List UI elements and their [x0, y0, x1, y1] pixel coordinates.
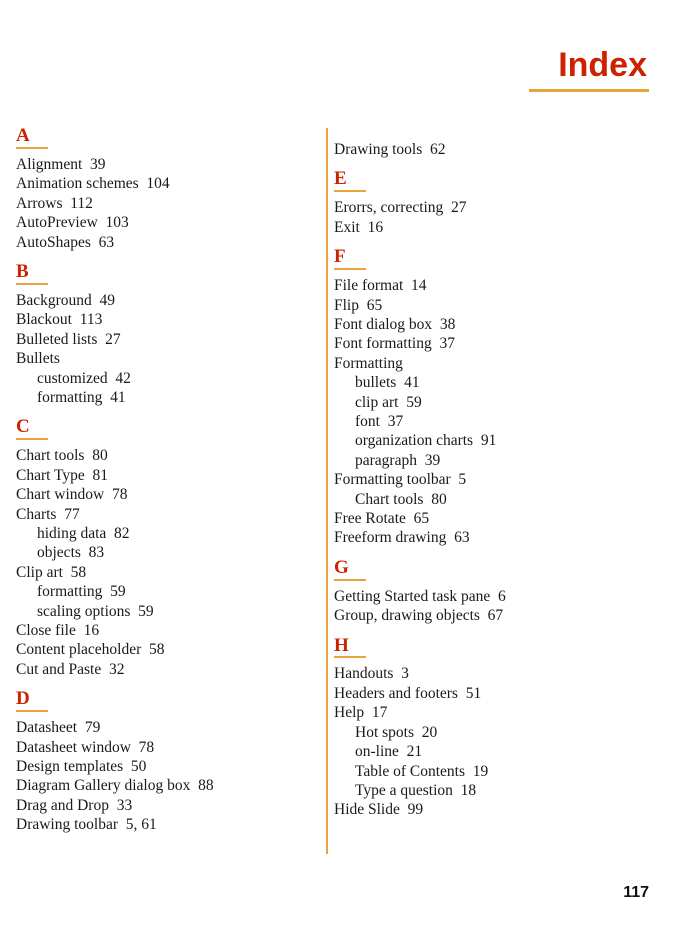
index-entry: Exit 16	[334, 218, 384, 236]
index-letter-rule	[334, 579, 366, 581]
index-entry: Group, drawing objects 67	[334, 607, 504, 625]
index-entry: Drag and Drop 33	[16, 796, 133, 814]
index-entry: Flip 65	[334, 296, 383, 314]
index-letter-heading: G	[334, 556, 349, 578]
page-number: 117	[623, 884, 649, 901]
index-entry: AutoShapes 63	[16, 233, 115, 251]
column-divider	[326, 128, 328, 854]
index-subentry: formatting 41	[37, 388, 126, 406]
page-title-block	[529, 48, 649, 92]
page-title: Index	[558, 46, 647, 84]
index-entry: Bulleted lists 27	[16, 330, 121, 348]
index-letter-rule	[16, 283, 48, 285]
index-letter-heading: F	[334, 246, 346, 268]
index-entry: Chart tools 80	[16, 447, 108, 465]
index-letter-group	[334, 636, 624, 820]
index-entry: Handouts 3	[334, 665, 409, 683]
index-entry: Datasheet 79	[16, 719, 101, 737]
index-entry: Headers and footers 51	[334, 684, 482, 702]
index-letter-group	[334, 126, 624, 159]
index-letter-group	[16, 126, 306, 252]
index-entry: Blackout 113	[16, 311, 103, 329]
index-entry: Alignment 39	[16, 155, 106, 173]
index-entry: Help 17	[334, 704, 388, 722]
index-letter-heading: H	[334, 634, 349, 656]
index-subentry: scaling options 59	[37, 602, 154, 620]
index-column-right	[334, 126, 624, 822]
index-letter-group	[334, 558, 624, 626]
index-subentry: font 37	[355, 412, 404, 430]
index-entry: Chart window 78	[16, 486, 128, 504]
index-entry: Cut and Paste 32	[16, 660, 125, 678]
index-letter-heading: A	[16, 125, 30, 146]
index-column-left	[16, 126, 306, 837]
index-entry: Erorrs, correcting 27	[334, 199, 467, 217]
index-entry: Font formatting 37	[334, 335, 455, 353]
index-entry: AutoPreview 103	[16, 214, 129, 232]
column-top-spacer	[334, 126, 624, 140]
index-subentry: paragraph 39	[355, 451, 441, 469]
index-subentry: Type a question 18	[355, 781, 477, 799]
index-entry: Animation schemes 104	[16, 175, 170, 193]
index-subentry: clip art 59	[355, 393, 422, 411]
index-letter-rule	[16, 438, 48, 440]
index-subentry: formatting 59	[37, 583, 126, 601]
index-letter-heading: D	[16, 688, 30, 710]
index-letter-rule	[16, 147, 48, 149]
index-entry: Drawing tools 62	[334, 141, 446, 158]
index-entry: Content placeholder 58	[16, 641, 165, 659]
index-entry: Clip art 58	[16, 563, 87, 581]
index-entry: File format 14	[334, 277, 427, 295]
index-subentry: Table of Contents 19	[355, 762, 489, 780]
index-entry: Chart Type 81	[16, 466, 109, 484]
index-letter-rule	[334, 268, 366, 270]
index-entry: Charts 77	[16, 505, 80, 523]
index-letter-rule	[334, 656, 366, 658]
index-subentry: Hot spots 20	[355, 723, 438, 741]
index-entry: Background 49	[16, 291, 116, 309]
index-letter-heading: E	[334, 168, 347, 190]
index-entry: Bullets	[16, 350, 60, 368]
index-letter-group	[16, 689, 306, 834]
index-entry: Formatting toolbar 5	[334, 471, 467, 489]
index-subentry: on-line 21	[355, 743, 423, 761]
index-letter-heading: B	[16, 260, 29, 282]
index-entry: Arrows 112	[16, 194, 93, 212]
index-entry: Free Rotate 65	[334, 509, 430, 527]
index-subentry: bullets 41	[355, 374, 420, 392]
title-underline	[529, 89, 649, 92]
index-entry: Diagram Gallery dialog box 88	[16, 777, 214, 795]
index-letter-group	[334, 247, 624, 548]
index-letter-rule	[16, 710, 48, 712]
index-letter-group	[16, 262, 306, 407]
index-entry: Font dialog box 38	[334, 315, 456, 333]
index-letter-group	[16, 417, 306, 679]
index-subentry: organization charts 91	[355, 432, 497, 450]
index-entry: Design templates 50	[16, 757, 147, 775]
index-entry: Datasheet window 78	[16, 738, 155, 756]
index-entry: Drawing toolbar 5, 61	[16, 816, 157, 834]
index-subentry: customized 42	[37, 369, 131, 387]
index-letter-rule	[334, 190, 366, 192]
index-entry: Freeform drawing 63	[334, 529, 470, 547]
index-letter-group	[334, 169, 624, 237]
index-subentry: objects 83	[37, 544, 105, 562]
index-letter-heading: C	[16, 416, 30, 438]
index-entry: Formatting	[334, 354, 403, 372]
index-subentry: Chart tools 80	[355, 490, 447, 508]
index-entry: Getting Started task pane 6	[334, 587, 506, 605]
index-entry: Hide Slide 99	[334, 801, 424, 819]
index-entry: Close file 16	[16, 621, 100, 639]
index-subentry: hiding data 82	[37, 524, 130, 542]
index-columns	[16, 126, 661, 856]
